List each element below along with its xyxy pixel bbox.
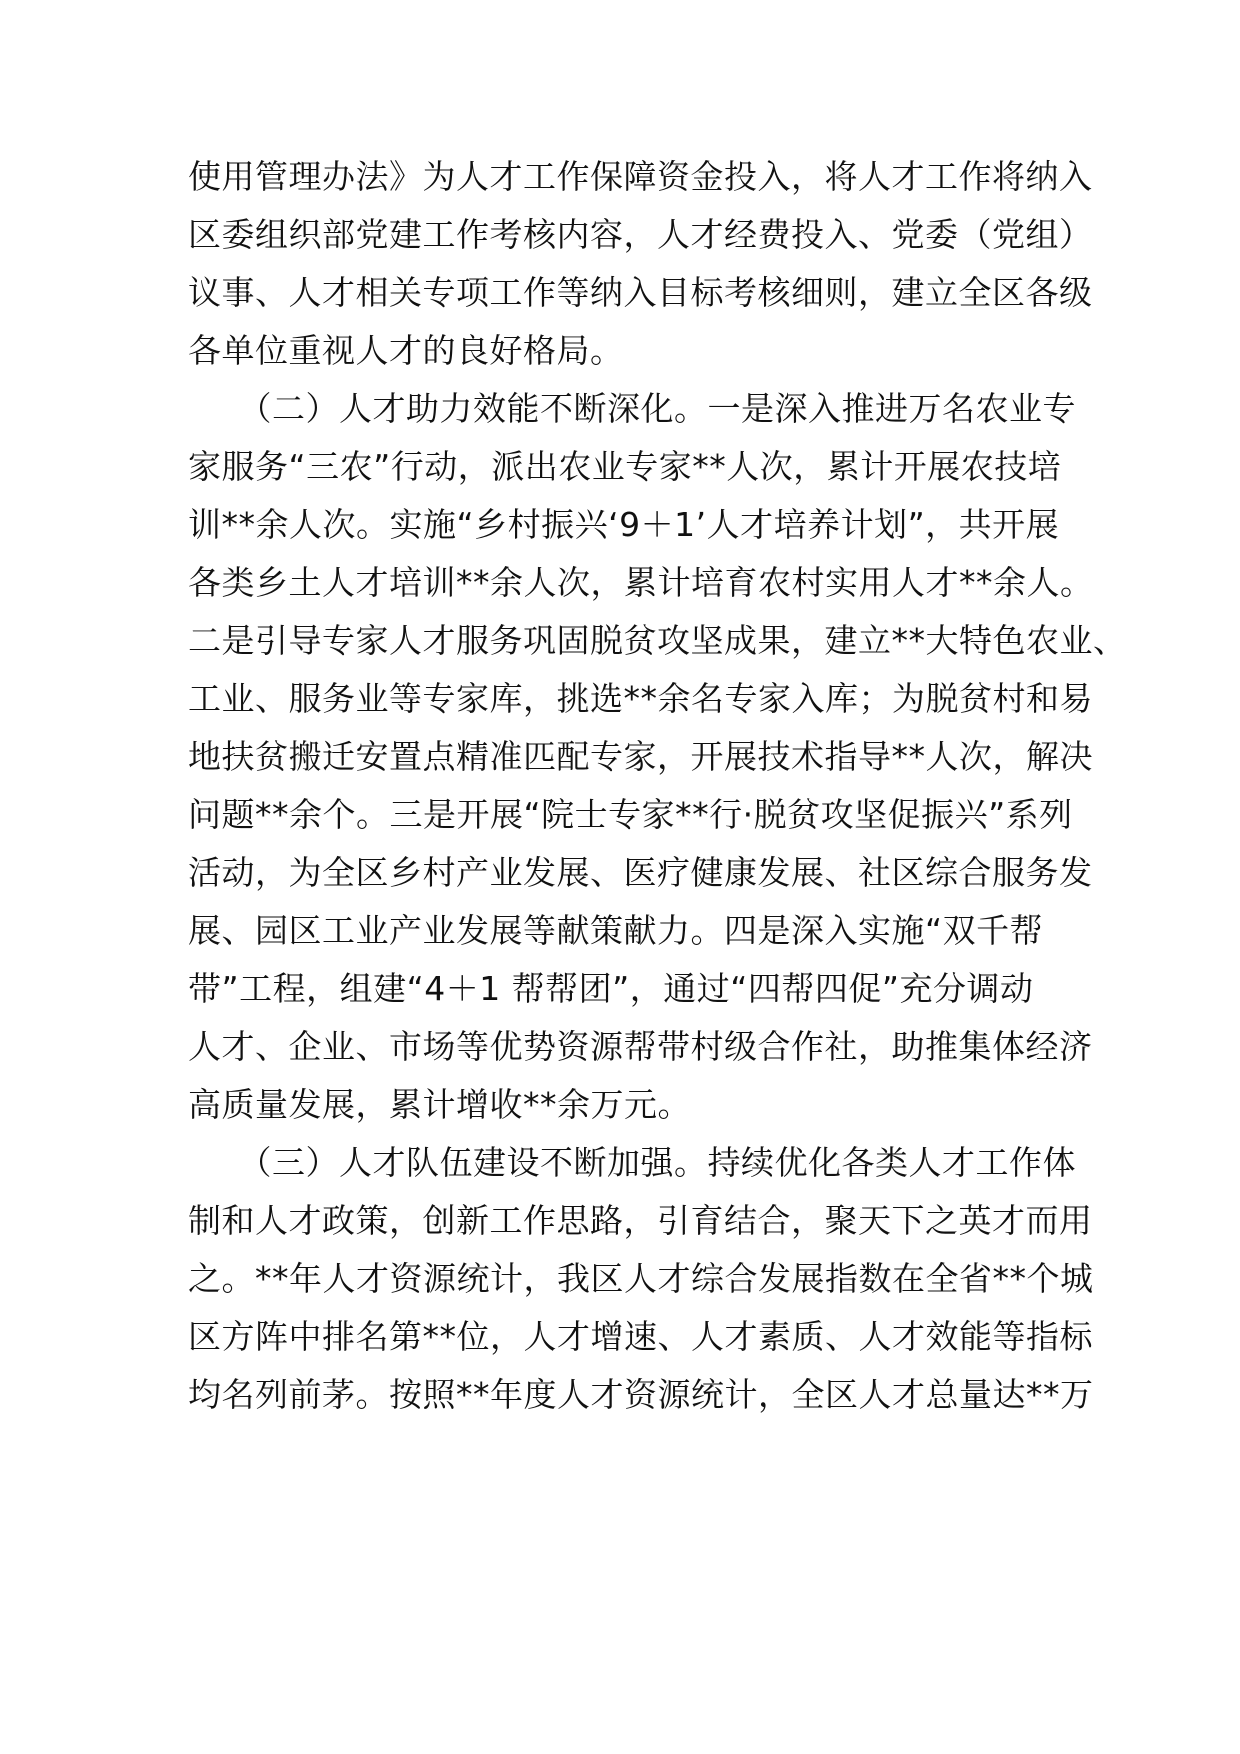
- text-line: 制和人才政策，创新工作思路，引育结合，聚天下之英才而用: [188, 1201, 1093, 1240]
- text-line: 均名列前茅。按照**年度人才资源统计，全区人才总量达**万: [188, 1375, 1094, 1414]
- text-line: 家服务“三农”行动，派出农业专家**人次，累计开展农技培: [188, 447, 1062, 486]
- text-line: 问题**余个。三是开展“院士专家**行·脱贫攻坚促振兴”系列: [188, 795, 1073, 834]
- text-line: 地扶贫搬迁安置点精准匹配专家，开展技术指导**人次，解决: [188, 737, 1093, 776]
- text-line: 活动，为全区乡村产业发展、医疗健康发展、社区综合服务发: [188, 853, 1093, 892]
- text-line: 二是引导专家人才服务巩固脱贫攻坚成果，建立**大特色农业、: [188, 621, 1127, 660]
- section-heading-line: （二）人才助力效能不断深化。一是深入推进万名农业专: [188, 389, 1076, 428]
- text-line: 区委组织部党建工作考核内容，人才经费投入、党委（党组）: [188, 215, 1093, 254]
- text-line: 各类乡土人才培训**余人次，累计培育农村实用人才**余人。: [188, 563, 1094, 602]
- text-line: 人才、企业、市场等优势资源帮带村级合作社，助推集体经济: [188, 1027, 1093, 1066]
- text-line: 之。**年人才资源统计，我区人才综合发展指数在全省**个城: [188, 1259, 1094, 1298]
- section-heading-line: （三）人才队伍建设不断加强。持续优化各类人才工作体: [188, 1143, 1076, 1182]
- text-line: 工业、服务业等专家库，挑选**余名专家入库；为脱贫村和易: [188, 679, 1093, 718]
- text-line: 高质量发展，累计增收**余万元。: [188, 1085, 691, 1124]
- text-line: 训**余人次。实施“乡村振兴‘9＋1’人才培养计划”，共开展: [188, 505, 1060, 544]
- text-line: 使用管理办法》为人才工作保障资金投入，将人才工作将纳入: [188, 157, 1093, 196]
- text-line: 议事、人才相关专项工作等纳入目标考核细则，建立全区各级: [188, 273, 1093, 312]
- text-line: 区方阵中排名第**位，人才增速、人才素质、人才效能等指标: [188, 1317, 1093, 1356]
- text-line: 带”工程，组建“4＋1 帮帮团”，通过“四帮四促”充分调动: [188, 969, 1034, 1008]
- text-line: 各单位重视人才的良好格局。: [188, 331, 624, 370]
- text-line: 展、园区工业产业发展等献策献力。四是深入实施“双千帮: [188, 911, 1044, 950]
